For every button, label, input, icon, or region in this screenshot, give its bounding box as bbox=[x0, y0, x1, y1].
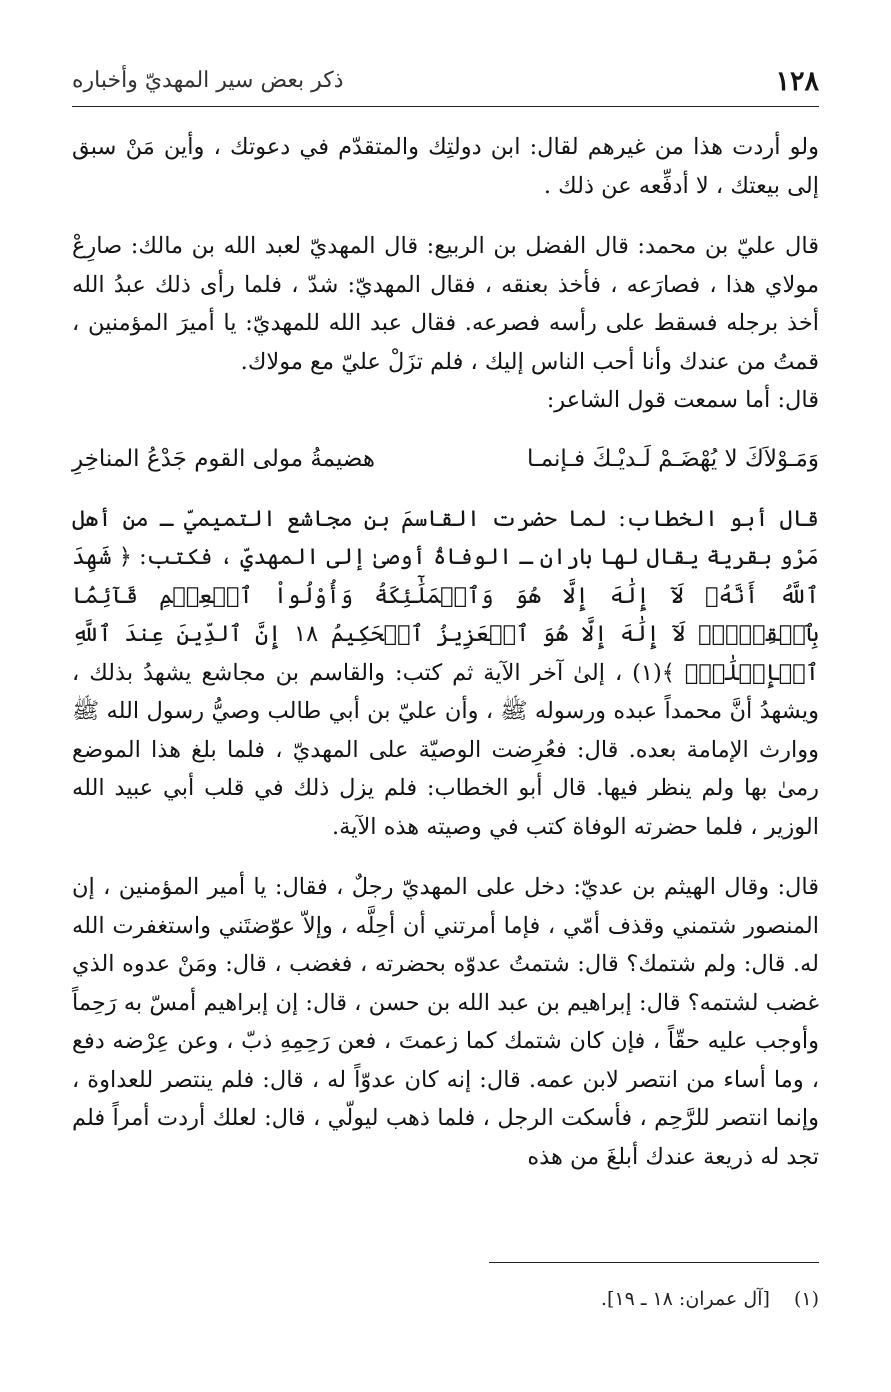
paragraph-4: قال: وقال الهيثم بن عديّ: دخل على المهديّ رجلٌ ، فقال: يا أمير المؤمنين ، إن المنصور شتمني وقذف أمّي ، فإما أمرتني أن أحِلَّه ، وإلاّ عوّضتَني واستغفرت الله له. قال: ولم شتمك؟ قال: شتمتُ عدوّه بحضرته ، فغضب ، قال: ومَنْ عدوه الذي غضب لشتمه؟ قال: إبراهيم بن عبد الله بن حسن ، قال: إن إبراهيم أمسّ به رَحِماً وأوجب عليه حقّاً ، فإن كان شتمك كما زعمتَ ، فعن رَحِمِهِ ذبّ ، وعن عِرْضه دفع ، وما أساء من انتصر لابن عمه. قال: إنه كان عدوّاً له ، قال: فلم ينتصر للعداوة ، وإنما انتصر للرَّحِم ، فأسكت الرجل ، فلما ذهب ليولّي ، قال: لعلك أردت أمراً فلم تجد له ذريعة عندك أبلغَ من هذه bbox=[72, 874, 819, 1170]
page-body bbox=[72, 128, 819, 1176]
footnote-number: (١) bbox=[793, 1288, 819, 1310]
poem-verse bbox=[72, 440, 819, 478]
poem-second-hemistich: هضيمةُ مولى القوم جَدْعُ المناخِرِ bbox=[72, 445, 375, 472]
paragraph-1: ولو أردت هذا من غيرهم لقال: ابن دولتِك والمتقدّم في دعوتك ، وأين مَنْ سبق إلى بيعتك ، لا أدفِّعه عن ذلك . bbox=[72, 134, 819, 199]
running-title: ذكر بعض سير المهديّ وأخباره bbox=[72, 68, 344, 93]
paragraph-poem-intro: قال: أما سمعت قول الشاعر: bbox=[546, 387, 819, 413]
footnote-text: [آل عمران: ١٨ ـ ١٩]. bbox=[600, 1288, 770, 1310]
page-number: ١٢٨ bbox=[775, 66, 819, 97]
poem-first-hemistich: وَمَـوْلاَكَ لا يُهْضَـمْ لَـديْـكَ فـإنمـا bbox=[526, 445, 819, 472]
page-header bbox=[72, 60, 819, 107]
footnote bbox=[601, 1288, 819, 1310]
paragraph-3: قال أبو الخطاب: لما حضرت القاسمَ بن مجاشع التميميّ ـ من أهل مَرْو بقرية يقال لها باران ـ الوفاةُ أوصىٰ إلى المهديّ ، فكتب: ﴿ شَهِدَ ٱللَّهُ أَنَّهُۥ لَآ إِلَٰهَ إِلَّا هُوَ وَٱلۡمَلَٰٓئِكَةُ وَأُوْلُواْ ٱلۡعِلۡمِ قَآئِمَۢا بِٱلۡقِسۡطِۚ لَآ إِلَٰهَ إِلَّا هُوَ ٱلۡعَزِيزُ ٱلۡحَكِيمُ ١٨ إِنَّ ٱلدِّينَ عِندَ ٱللَّهِ ٱلۡإِسۡلَٰمُۗ ﴾(١) ، إلىٰ آخر الآية ثم كتب: والقاسم بن مجاشع يشهدُ بذلك ، ويشهدُ أنَّ محمداً عبده ورسوله ﷺ ، وأن عليّ بن أبي طالب وصيُّ رسول الله ﷺ ووارث الإمامة بعده. قال: فعُرِضت الوصيّة على المهديّ ، فلما بلغ هذا الموضع رمىٰ بها ولم ينظر فيها. قال أبو الخطاب: فلم يزل ذلك في قلب أبي عبيد الله الوزير ، فلما حضرته الوفاة كتب في وصيته هذه الآية. bbox=[72, 505, 820, 840]
paragraph-2: قال عليّ بن محمد: قال الفضل بن الربيع: قال المهديّ لعبد الله بن مالك: صارِعْ مولاي هذا ، فصارَعه ، فأخذ بعنقه ، فقال المهديّ: شدّ ، فلما رأى ذلك عبدُ الله أخذ برجله فسقط على رأسه فصرعه. فقال عبد الله للمهديّ: يا أميرَ المؤمنين ، قمتُ من عندك وأنا أحب الناس إليك ، فلم تزَلْ عليّ مع مولاك. bbox=[72, 233, 819, 375]
footnote-divider bbox=[489, 1262, 819, 1263]
